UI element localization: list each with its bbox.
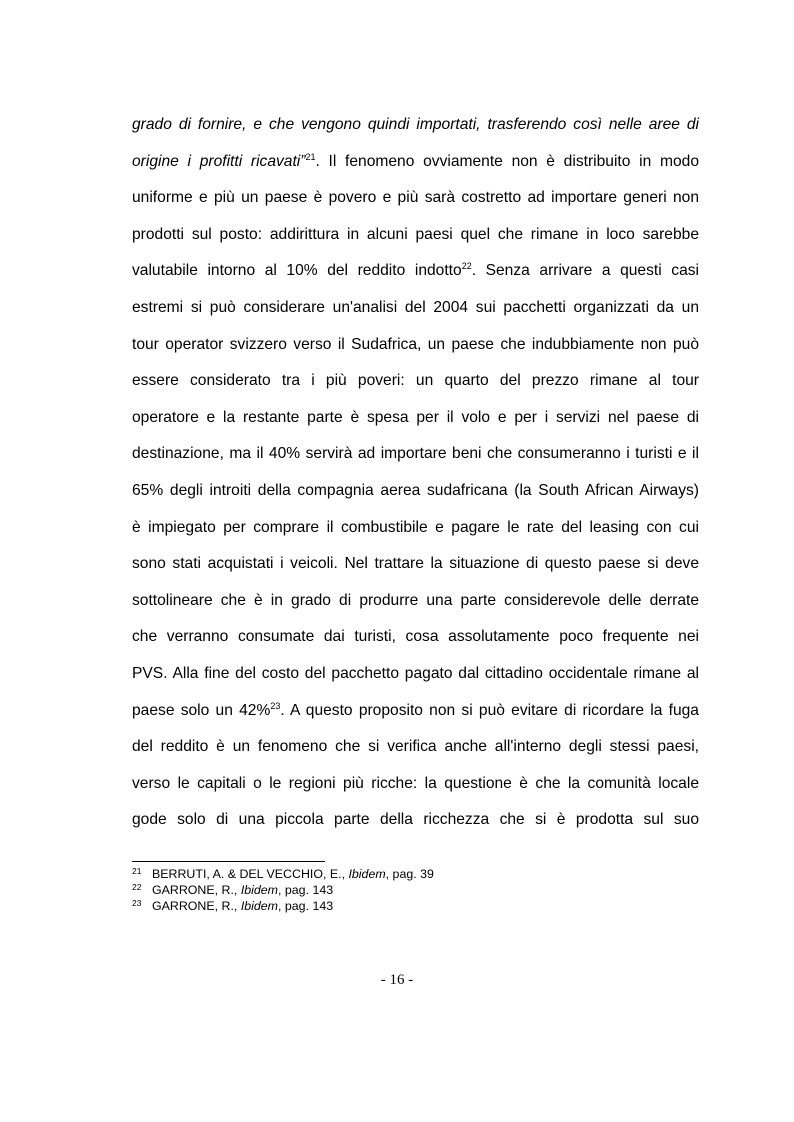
page-number: - 16 - [380,972,414,988]
text-line: essere considerato tra i più poveri: un quarto del prezzo rimane al tour [132,372,699,390]
footnote-page: , pag. 143 [278,883,334,897]
text-line: PVS. Alla fine del costo del pacchetto pagato dal cittadino occidentale rimane al [132,664,699,682]
footnote-text [152,883,333,898]
text-line: gode solo di una piccola parte della ricchezza che si è prodotta sul suo [132,811,699,829]
text-line: 65% degli introiti della compagnia aerea sudafricana (la South African Airways) [132,481,699,499]
text-line: operatore e la restante parte è spesa per il volo e per i servizi nel paese di [132,408,699,426]
footnotes [132,867,699,915]
text-line [132,693,699,730]
text-segment: valutabile intorno al 10% del reddito indotto [132,262,462,280]
footnote [132,899,699,915]
text-line: verso le capitali o le regioni più ricche: la questione è che la comunità locale [132,774,699,792]
footnote [132,867,699,883]
footnote-number: 22 [132,882,142,892]
text-line: è impiegato per comprare il combustibile e pagare le rate del leasing con cui [132,518,699,536]
text-line: estremi si può considerare un'analisi del 2004 sui pacchetti organizzati da un [132,298,699,316]
footnote-authors: GARRONE, R., [152,899,241,913]
footnote-text [152,867,434,882]
text-segment: . Il fenomeno ovviamente non è distribuito in modo [315,152,699,170]
footnote-authors: BERRUTI, A. & DEL VECCHIO, E., [152,867,349,881]
text-line: destinazione, ma il 40% servirà ad importare beni che consumeranno i turisti e il [132,445,699,463]
footnote-page: , pag. 143 [278,899,334,913]
footnote-number: 21 [132,866,142,876]
text-segment: paese solo un 42% [132,701,271,719]
footnote-source: Ibidem [240,883,279,897]
footnote-number: 23 [132,898,142,908]
quote-text: grado di fornire, e che vengono quindi importati, trasferendo così nelle aree di [132,116,699,133]
text-segment: . A questo proposito non si può evitare di ricordare la fuga [280,701,699,719]
footnote [132,883,699,899]
text-line [132,253,699,290]
footnote-authors: GARRONE, R., [152,883,241,897]
text-line: uniforme e più un paese è povero e più sarà costretto ad importare generi non [132,189,699,207]
text-segment: . Senza arrivare a questi casi [471,262,699,280]
footnote-text [152,899,333,914]
footnote-page: , pag. 39 [385,867,434,881]
body-paragraph [132,107,699,839]
footnote-source: Ibidem [348,867,386,881]
text-line: del reddito è un fenomeno che si verifica anche all'interno degli stessi paesi, [132,738,699,756]
text-line [132,107,699,144]
footnote-divider [132,861,325,862]
text-line: prodotti sul posto: addirittura in alcuni paesi quel che rimane in loco sarebbe [132,225,699,243]
footnote-ref[interactable]: 22 [461,261,472,272]
footnote-ref[interactable]: 23 [270,700,281,711]
footnote-source: Ibidem [240,899,279,913]
footnote-ref[interactable]: 21 [305,151,316,162]
text-line: che verranno consumate dai turisti, cosa assolutamente poco frequente nei [132,628,699,646]
quote-text: origine i profitti ricavati” [132,152,306,170]
text-line [132,144,699,181]
text-line: sottolineare che è in grado di produrre una parte considerevole delle derrate [132,591,699,609]
text-line: tour operator svizzero verso il Sudafrica, un paese che indubbiamente non può [132,335,699,353]
text-line: sono stati acquistati i veicoli. Nel trattare la situazione di questo paese si deve [132,555,699,573]
